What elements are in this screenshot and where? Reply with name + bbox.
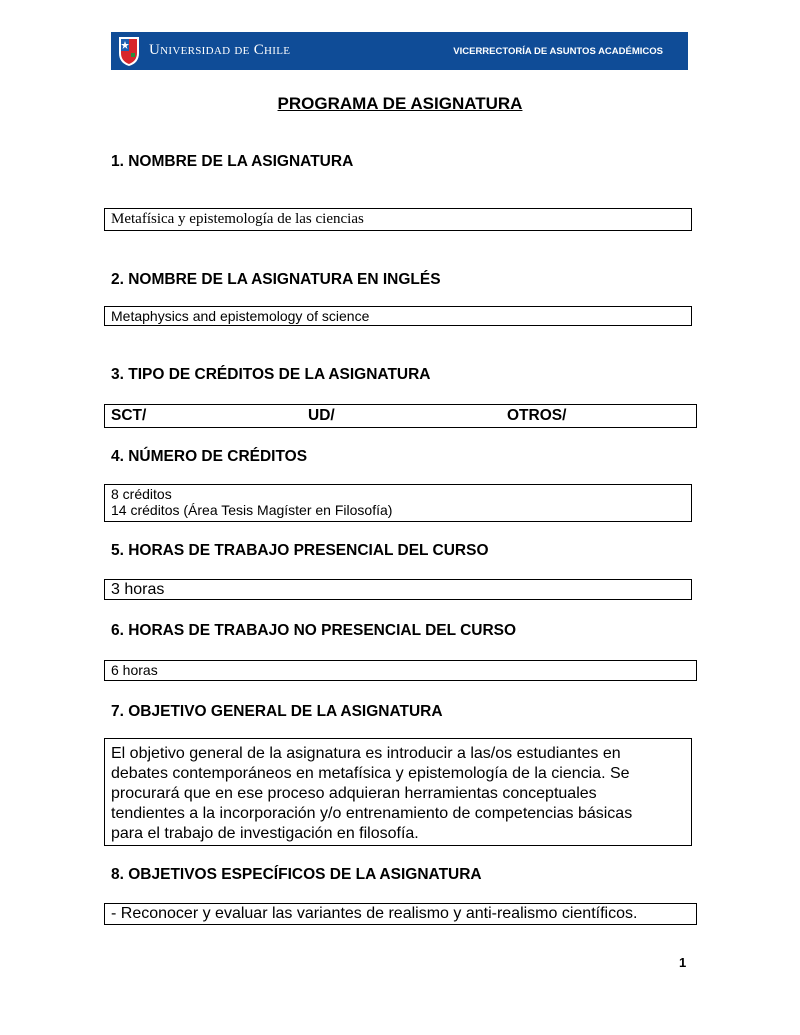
credits-line-2: 14 créditos (Área Tesis Magíster en Filosofía) [111, 502, 393, 518]
page-number: 1 [679, 955, 687, 970]
section-4-box [104, 484, 692, 522]
header-banner [111, 32, 688, 70]
section-5-box [104, 579, 692, 600]
section-3-box [104, 404, 697, 428]
objective-line: El objetivo general de la asignatura es introducir a las/os estudiantes en [111, 745, 621, 762]
credits-line-1: 8 créditos [111, 486, 172, 502]
objective-line: tendientes a la incorporación y/o entrenamiento de competencias básicas [111, 805, 633, 822]
non-presential-hours-value: 6 horas [111, 662, 158, 678]
section-6-box [104, 660, 697, 681]
section-1-box [104, 208, 692, 231]
course-name-value: Metafísica y epistemología de las ciencias [111, 211, 364, 227]
section-1-heading: 1. NOMBRE DE LA ASIGNATURA [111, 153, 354, 170]
section-2-heading: 2. NOMBRE DE LA ASIGNATURA EN INGLÉS [111, 271, 441, 288]
section-5-heading: 5. HORAS DE TRABAJO PRESENCIAL DEL CURSO [111, 542, 489, 559]
objective-line: procurará que en ese proceso adquieran herramientas conceptuales [111, 785, 597, 802]
section-4-heading: 4. NÚMERO DE CRÉDITOS [111, 448, 308, 465]
section-7-heading: 7. OBJETIVO GENERAL DE LA ASIGNATURA [111, 703, 443, 720]
section-8-box [104, 903, 697, 925]
office-name: VICERRECTORÍA DE ASUNTOS ACADÉMICOS [453, 46, 663, 57]
document-title: PROGRAMA DE ASIGNATURA [277, 94, 523, 113]
presential-hours-value: 3 horas [111, 581, 165, 598]
specific-objective-value: - Reconocer y evaluar las variantes de realismo y anti-realismo científicos. [111, 905, 638, 922]
university-name: Universidad de Chile [149, 42, 291, 58]
section-6-heading: 6. HORAS DE TRABAJO NO PRESENCIAL DEL CURSO [111, 622, 517, 639]
credit-type-otros: OTROS/ [507, 407, 567, 424]
objective-line: para el trabajo de investigación en filosofía. [111, 825, 419, 842]
course-name-english-value: Metaphysics and epistemology of science [111, 308, 370, 324]
credit-type-sct: SCT/ [111, 407, 147, 424]
section-2-box [104, 306, 692, 326]
section-7-box [104, 738, 692, 846]
objective-line: debates contemporáneos en metafísica y epistemología de la ciencia. Se [111, 765, 630, 782]
credit-type-ud: UD/ [308, 407, 335, 424]
section-3-heading: 3. TIPO DE CRÉDITOS DE LA ASIGNATURA [111, 366, 431, 383]
university-crest-icon [117, 35, 141, 67]
section-8-heading: 8. OBJETIVOS ESPECÍFICOS DE LA ASIGNATURA [111, 866, 482, 883]
